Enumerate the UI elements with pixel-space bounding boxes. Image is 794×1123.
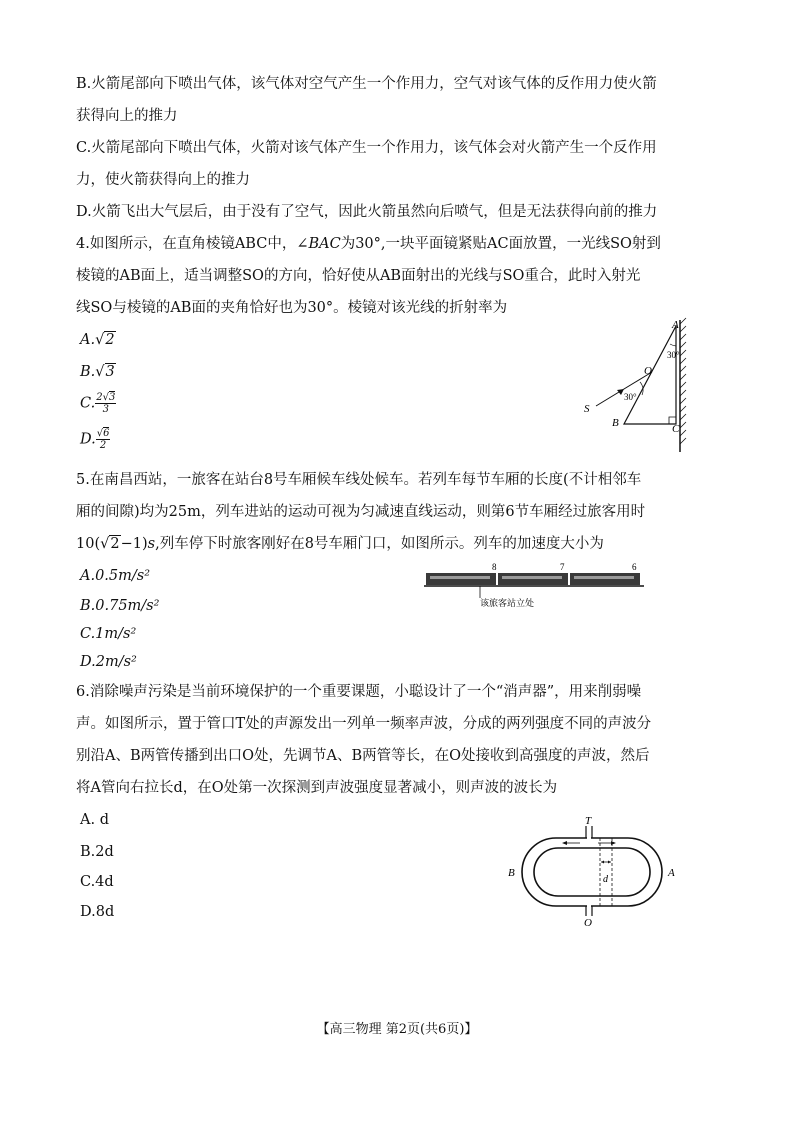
prev-option-c-line1: C.火箭尾部向下喷出气体，火箭对该气体产生一个作用力，该气体会对火箭产生一个反作用 xyxy=(76,140,657,156)
q5-line2: 厢的间隙)均为25m，列车进站的运动可视为匀减速直线运动，则第6节车厢经过旅客用时 xyxy=(76,504,646,520)
q6-line1: 6.消除噪声污染是当前环境保护的一个重要课题，小聪设计了一个“消声器”，用来削弱噪 xyxy=(76,684,642,700)
q4-option-d-fraction: $\frac{√6}{2}$ xyxy=(96,428,110,451)
page-footer: 【高三物理 第2页(共6页)】 xyxy=(316,1022,478,1037)
q6-option-c[interactable]: C.4d xyxy=(80,874,114,890)
q4-prism-figure xyxy=(580,316,710,458)
q5-train-figure xyxy=(424,562,644,610)
prev-option-d: D.火箭飞出大气层后，由于没有了空气，因此火箭虽然向后喷气，但是无法获得向前的推力 xyxy=(76,204,658,220)
q5-option-d[interactable]: D.2m/s² xyxy=(80,654,137,670)
q5-line3: 10(√2−1)s,列车停下时旅客刚好在8号车厢门口，如图所示。列车的加速度大小为 xyxy=(76,536,604,552)
q4-label-b: B xyxy=(612,417,619,429)
q6-label-b: B xyxy=(508,867,515,879)
q5-option-a[interactable]: A.0.5m/s² xyxy=(80,568,151,584)
prev-option-c-line2: 力，使火箭获得向上的推力 xyxy=(76,172,250,188)
q5-car-label-6: 6 xyxy=(632,562,637,572)
q6-option-a[interactable]: A. d xyxy=(80,812,109,828)
q5-option-b[interactable]: B.0.75m/s² xyxy=(80,598,160,614)
q4-angle: ∠BAC xyxy=(296,236,341,252)
q4-option-a[interactable]: A.√2 xyxy=(80,332,115,348)
q6-label-t: T xyxy=(585,816,592,827)
q4-line3: 线SO与棱镜的AB面的夹角恰好也为30°。棱镜对该光线的折射率为 xyxy=(76,300,508,316)
q6-muffler-figure xyxy=(504,816,694,926)
q4-label-o: O xyxy=(644,365,652,377)
q4-label-s: S xyxy=(584,403,590,415)
q6-option-d[interactable]: D.8d xyxy=(80,904,115,920)
q4-option-b[interactable]: B.√3 xyxy=(80,364,115,380)
prev-option-b-line1: B.火箭尾部向下喷出气体，该气体对空气产生一个作用力，空气对该气体的反作用力使火箭 xyxy=(76,76,657,92)
q6-line2: 声。如图所示，置于管口T处的声源发出一列单一频率声波，分成的两列强度不同的声波分 xyxy=(76,716,652,732)
q6-label-d: d xyxy=(603,874,608,885)
q6-label-a: A xyxy=(668,867,675,879)
q4-option-d[interactable]: D. $\frac{√6}{2}$ xyxy=(80,428,110,451)
q4-label-a: A xyxy=(672,319,679,331)
q6-option-b[interactable]: B.2d xyxy=(80,844,114,860)
q5-caption: 该旅客站立处 xyxy=(480,598,535,608)
q4-angle-top: 30° xyxy=(667,350,680,360)
prev-option-b-line2: 获得向上的推力 xyxy=(76,108,178,124)
q4-line2: 棱镜的AB面上，适当调整SO的方向，恰好使从AB面射出的光线与SO重合，此时入射光 xyxy=(76,268,641,284)
q4-angle-low: 30° xyxy=(624,392,637,402)
q6-line4: 将A管向右拉长d，在O处第一次探测到声波强度显著减小，则声波的波长为 xyxy=(76,780,558,796)
q5-line1: 5.在南昌西站，一旅客在站台8号车厢候车线处候车。若列车每节车厢的长度(不计相邻车 xyxy=(76,472,642,488)
q4-option-c[interactable]: C. $\frac{2√3}{3}$ xyxy=(80,392,116,415)
q6-line3: 别沿A、B两管传播到出口O处，先调节A、B两管等长，在O处接收到高强度的声波，然后 xyxy=(76,748,650,764)
q4-option-c-fraction: $\frac{2√3}{3}$ xyxy=(96,392,116,415)
q6-label-o: O xyxy=(584,917,592,926)
q4-label-c: C xyxy=(672,423,680,435)
q5-car-label-7: 7 xyxy=(560,562,565,572)
q4-line1: 4.如图所示，在直角棱镜ABC中，∠BAC为30°,一块平面镜紧贴AC面放置，一光线SO射到 xyxy=(76,236,661,252)
q5-car-label-8: 8 xyxy=(492,562,497,572)
q5-option-c[interactable]: C.1m/s² xyxy=(80,626,137,642)
